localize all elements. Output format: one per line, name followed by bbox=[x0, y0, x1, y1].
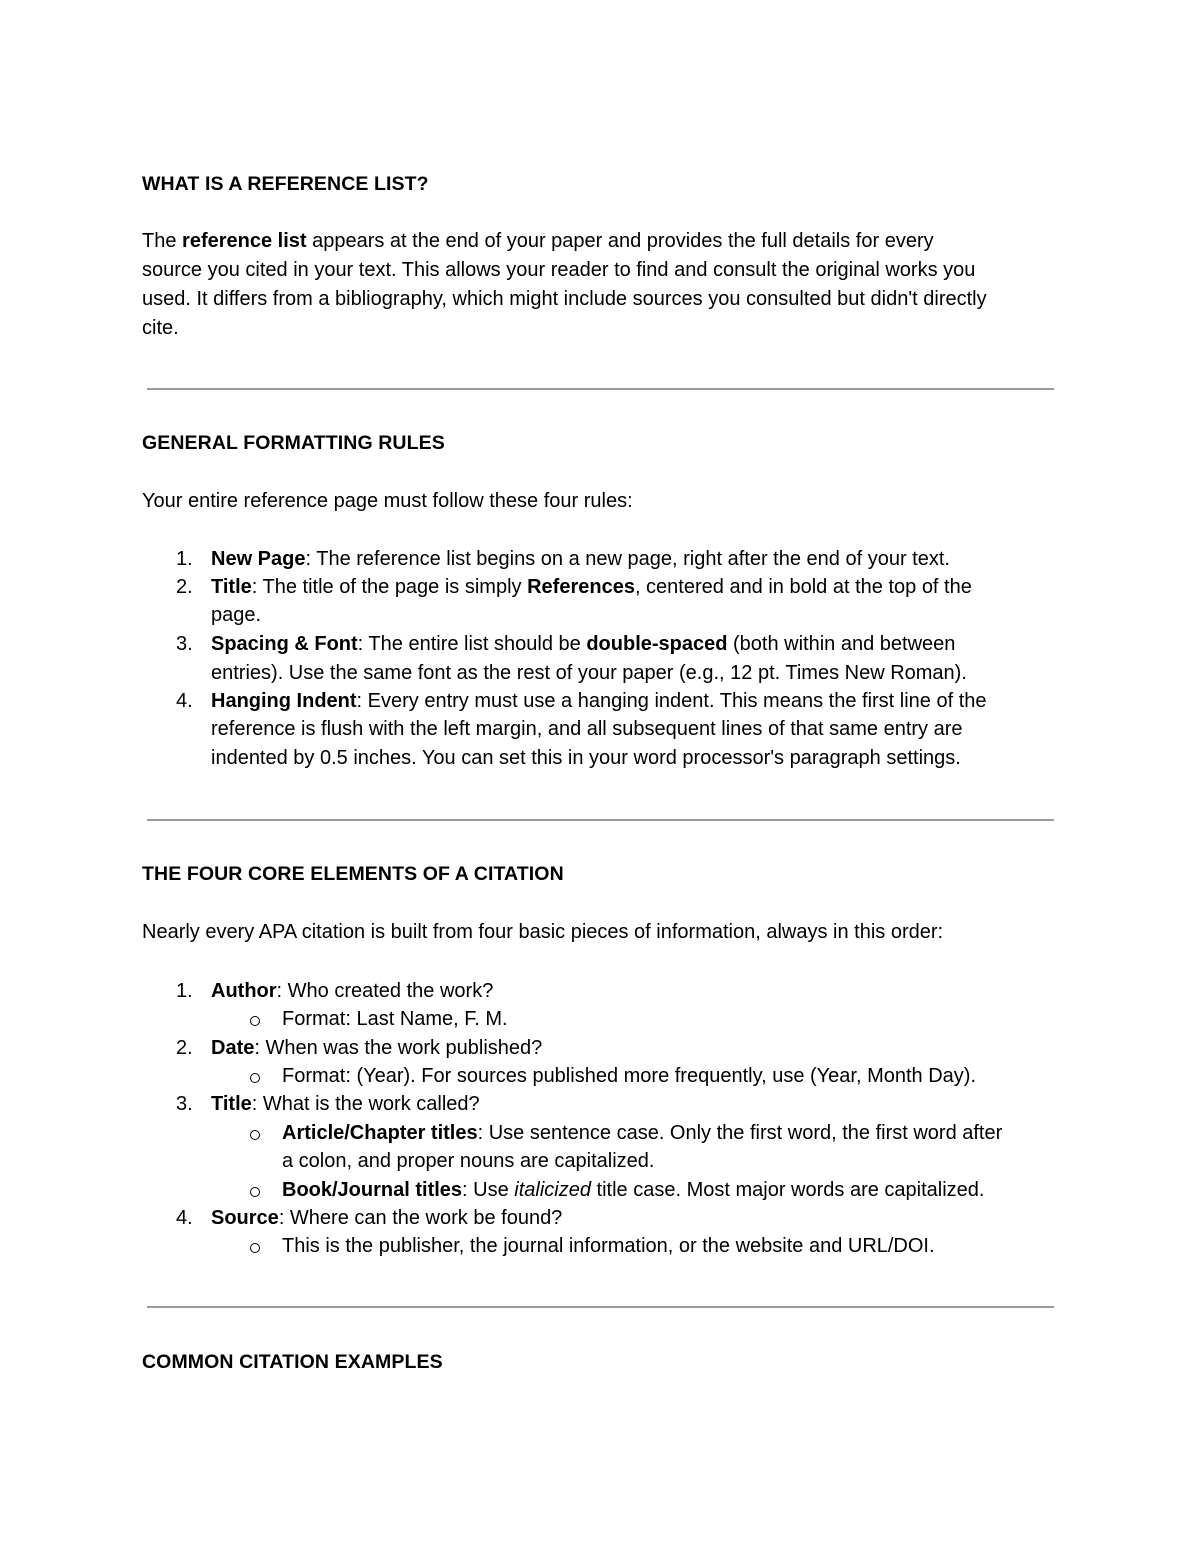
list-item-continuation: reference is flush with the left margin, and all subsequent lines of that same entry are bbox=[211, 718, 963, 740]
sub-item-text: : Use sentence case. Only the first word, the first word after bbox=[477, 1122, 1003, 1144]
item-text: : What is the work called? bbox=[251, 1093, 480, 1115]
horizontal-rule bbox=[147, 1306, 1054, 1308]
item-text: : The title of the page is simply bbox=[251, 576, 528, 598]
bold-term: reference list bbox=[182, 230, 307, 252]
section-heading-citation-examples: COMMON CITATION EXAMPLES bbox=[142, 1351, 443, 1373]
hollow-bullet-icon bbox=[250, 1130, 260, 1140]
sub-item-label: Book/Journal titles bbox=[282, 1179, 463, 1201]
item-text: , centered and in bold at the top of the bbox=[634, 576, 972, 598]
paragraph-line: source you cited in your text. This allows your reader to find and consult the original works you bbox=[142, 259, 976, 281]
item-label: Hanging Indent bbox=[211, 690, 357, 712]
list-item bbox=[211, 633, 955, 656]
section-heading-formatting-rules: GENERAL FORMATTING RULES bbox=[142, 432, 445, 454]
item-text: : When was the work published? bbox=[254, 1037, 543, 1059]
item-text: : Who created the work? bbox=[276, 980, 494, 1002]
sub-item-continuation: a colon, and proper nouns are capitalized. bbox=[282, 1150, 655, 1172]
list-number: 3. bbox=[176, 1093, 193, 1115]
hollow-bullet-icon bbox=[250, 1243, 260, 1253]
hollow-bullet-icon bbox=[250, 1016, 260, 1026]
sub-item: Format: Last Name, F. M. bbox=[282, 1008, 508, 1030]
hollow-bullet-icon bbox=[250, 1073, 260, 1083]
sub-item-label: Article/Chapter titles bbox=[282, 1122, 478, 1144]
section-intro: Your entire reference page must follow these four rules: bbox=[142, 490, 633, 512]
paragraph-line bbox=[142, 230, 934, 253]
list-number: 3. bbox=[176, 633, 193, 655]
text: The bbox=[142, 230, 183, 252]
sub-item: Format: (Year). For sources published more frequently, use (Year, Month Day). bbox=[282, 1065, 977, 1087]
paragraph-line: used. It differs from a bibliography, which might include sources you consulted but didn't directly bbox=[142, 288, 987, 310]
text: appears at the end of your paper and provides the full details for every bbox=[306, 230, 934, 252]
list-item-continuation: indented by 0.5 inches. You can set this in your word processor's paragraph settings. bbox=[211, 747, 961, 769]
list-number: 2. bbox=[176, 1037, 193, 1059]
hollow-bullet-icon bbox=[250, 1187, 260, 1197]
item-text: : The entire list should be bbox=[357, 633, 587, 655]
list-number: 2. bbox=[176, 576, 193, 598]
list-item-continuation: page. bbox=[211, 604, 262, 626]
list-number: 4. bbox=[176, 1207, 193, 1229]
bold-term: References bbox=[527, 576, 635, 598]
list-number: 4. bbox=[176, 690, 193, 712]
item-text: (both within and between bbox=[727, 633, 956, 655]
list-item bbox=[211, 1037, 542, 1060]
horizontal-rule bbox=[147, 388, 1054, 390]
italic-term: italicized bbox=[514, 1179, 591, 1201]
list-number: 1. bbox=[176, 548, 193, 570]
sub-item bbox=[282, 1122, 1002, 1145]
item-label: Date bbox=[211, 1037, 255, 1059]
horizontal-rule bbox=[147, 819, 1054, 821]
section-heading-reference-list: WHAT IS A REFERENCE LIST? bbox=[142, 173, 429, 195]
list-item bbox=[211, 576, 972, 599]
item-label: Author bbox=[211, 980, 277, 1002]
item-text: : Where can the work be found? bbox=[278, 1207, 563, 1229]
item-label: Spacing & Font bbox=[211, 633, 358, 655]
item-text: : The reference list begins on a new page, right after the end of your text. bbox=[305, 548, 950, 570]
list-item bbox=[211, 1093, 480, 1116]
item-label: Source bbox=[211, 1207, 279, 1229]
bold-term: double-spaced bbox=[586, 633, 728, 655]
item-label: New Page bbox=[211, 548, 306, 570]
list-item bbox=[211, 1207, 562, 1230]
list-item bbox=[211, 980, 493, 1003]
sub-item bbox=[282, 1179, 984, 1202]
item-label: Title bbox=[211, 1093, 252, 1115]
sub-item-text: title case. Most major words are capitalized. bbox=[590, 1179, 985, 1201]
item-label: Title bbox=[211, 576, 252, 598]
sub-item: This is the publisher, the journal information, or the website and URL/DOI. bbox=[282, 1235, 935, 1257]
list-item-continuation: entries). Use the same font as the rest of your paper (e.g., 12 pt. Times New Roman). bbox=[211, 662, 967, 684]
list-item bbox=[211, 548, 950, 571]
section-intro: Nearly every APA citation is built from four basic pieces of information, always in this order: bbox=[142, 921, 944, 943]
sub-item-text: : Use bbox=[462, 1179, 515, 1201]
item-text: : Every entry must use a hanging indent. This means the first line of the bbox=[356, 690, 987, 712]
list-item bbox=[211, 690, 987, 713]
section-heading-core-elements: THE FOUR CORE ELEMENTS OF A CITATION bbox=[142, 863, 564, 885]
list-number: 1. bbox=[176, 980, 193, 1002]
paragraph-line: cite. bbox=[142, 317, 179, 339]
